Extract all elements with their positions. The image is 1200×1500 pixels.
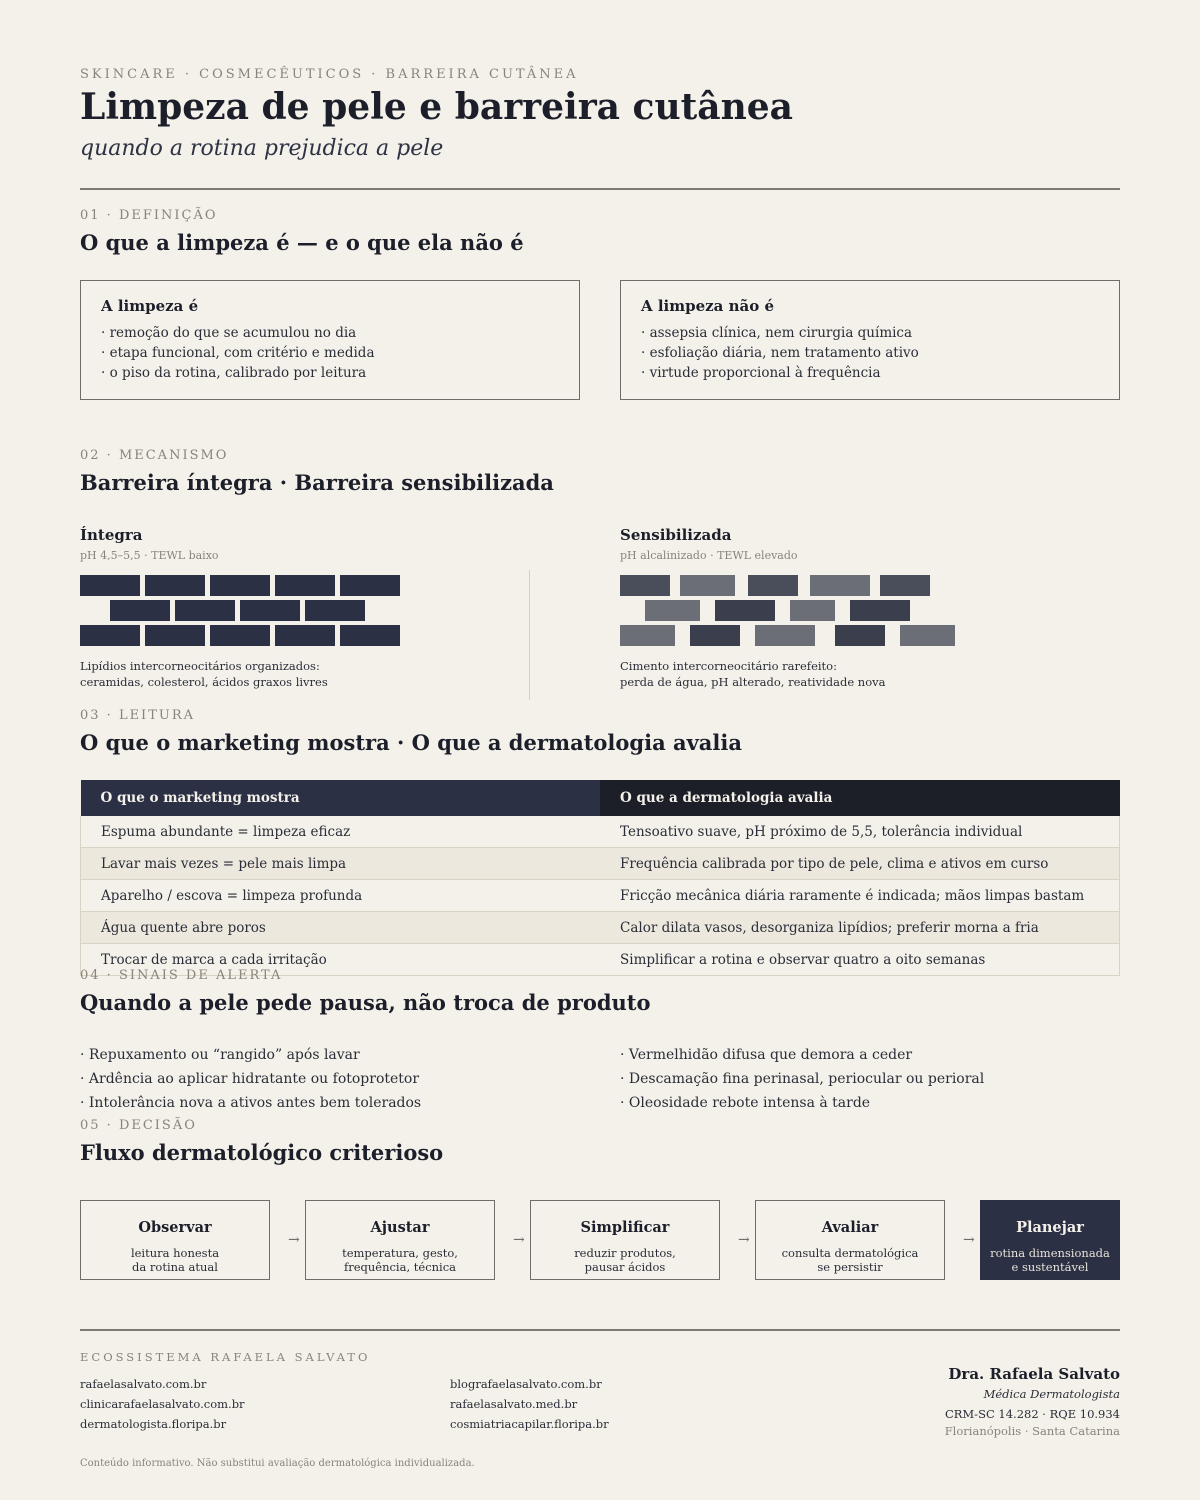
flow-step-desc: se persistir bbox=[817, 1260, 883, 1274]
doctor-name: Dra. Rafaela Salvato bbox=[948, 1365, 1120, 1383]
flow-step-desc: consulta dermatológica bbox=[781, 1246, 919, 1260]
sensitized-brick bbox=[880, 575, 930, 596]
flow-step-planejar bbox=[980, 1200, 1120, 1280]
intact-brick bbox=[240, 600, 300, 621]
doctor-registry: CRM-SC 14.282 · RQE 10.934 bbox=[944, 1407, 1120, 1421]
alert-item: · Descamação fina perinasal, periocular ou perioral bbox=[620, 1071, 985, 1087]
sensitized-caption-line: Cimento intercorneocitário rarefeito: bbox=[620, 659, 837, 673]
flow-arrow-icon: → bbox=[963, 1232, 975, 1248]
definition-is-title: A limpeza é bbox=[101, 297, 199, 315]
sensitized-brick bbox=[790, 600, 835, 621]
table-row bbox=[81, 848, 1120, 880]
footer-label: ECOSSISTEMA RAFAELA SALVATO bbox=[80, 1350, 371, 1364]
intact-brick bbox=[210, 575, 270, 596]
table-cell: Tensoativo suave, pH próximo de 5,5, tolerância individual bbox=[600, 816, 1120, 848]
footer-link[interactable]: cosmiatriacapilar.floripa.br bbox=[450, 1417, 609, 1431]
flow-arrow-icon: → bbox=[738, 1232, 750, 1248]
table-cell: Calor dilata vasos, desorganiza lipídios; preferir morna a fria bbox=[600, 912, 1120, 944]
table-row bbox=[81, 912, 1120, 944]
flow-step-desc: temperatura, gesto, bbox=[342, 1246, 458, 1260]
table-cell: Frequência calibrada por tipo de pele, clima e ativos em curso bbox=[600, 848, 1120, 880]
sensitized-meta: pH alcalinizado · TEWL elevado bbox=[620, 549, 798, 562]
flow-step-avaliar bbox=[755, 1200, 945, 1280]
footer-divider bbox=[80, 1329, 1120, 1331]
sensitized-brick bbox=[620, 575, 670, 596]
intact-brick bbox=[145, 625, 205, 646]
table-cell: Aparelho / escova = limpeza profunda bbox=[81, 880, 601, 912]
table-row bbox=[81, 880, 1120, 912]
intact-brick bbox=[80, 575, 140, 596]
intact-brick bbox=[145, 575, 205, 596]
column-header: O que a dermatologia avalia bbox=[600, 780, 1120, 816]
intact-caption-line: Lipídios intercorneocitários organizados: bbox=[80, 659, 320, 673]
definition-is-not-item: · virtude proporcional à frequência bbox=[641, 365, 881, 381]
sensitized-caption-line: perda de água, pH alterado, reatividade nova bbox=[620, 675, 886, 689]
sensitized-brick bbox=[850, 600, 910, 621]
alerts-right-list bbox=[620, 1043, 984, 1115]
footer-link[interactable]: rafaelasalvato.med.br bbox=[450, 1397, 578, 1411]
doctor-location: Florianópolis · Santa Catarina bbox=[944, 1424, 1120, 1438]
flow-arrow-icon: → bbox=[288, 1232, 300, 1248]
intact-meta: pH 4,5–5,5 · TEWL baixo bbox=[80, 549, 219, 562]
mechanism-divider bbox=[529, 570, 530, 700]
definition-is-item: · etapa funcional, com critério e medida bbox=[101, 345, 375, 361]
intact-title: Íntegra bbox=[80, 526, 143, 544]
definition-kicker: 01 · DEFINIÇÃO bbox=[80, 208, 218, 223]
sensitized-brick bbox=[900, 625, 955, 646]
flow-step-desc: reduzir produtos, bbox=[574, 1246, 676, 1260]
definition-is-not-title: A limpeza não é bbox=[641, 297, 775, 315]
flow-step-title: Avaliar bbox=[821, 1219, 879, 1236]
definition-is-item: · remoção do que se acumulou no dia bbox=[101, 325, 357, 341]
reading-kicker: 03 · LEITURA bbox=[80, 708, 195, 723]
sensitized-brick bbox=[810, 575, 870, 596]
sensitized-brick bbox=[690, 625, 740, 646]
sensitized-brick bbox=[748, 575, 798, 596]
footer-link[interactable]: dermatologista.floripa.br bbox=[80, 1417, 227, 1431]
sensitized-title: Sensibilizada bbox=[620, 526, 732, 544]
alert-item: · Oleosidade rebote intensa à tarde bbox=[620, 1095, 871, 1111]
intact-brick bbox=[275, 575, 335, 596]
intact-brick bbox=[305, 600, 365, 621]
table-row bbox=[81, 816, 1120, 848]
header-kicker: SKINCARE · COSMECÊUTICOS · BARREIRA CUTÂNEA bbox=[80, 67, 579, 82]
intact-brick bbox=[210, 625, 270, 646]
doctor-role: Médica Dermatologista bbox=[983, 1387, 1120, 1401]
flow-step-ajustar bbox=[305, 1200, 495, 1280]
signature-block bbox=[820, 1365, 1120, 1438]
sensitized-brick bbox=[835, 625, 885, 646]
alerts-left-list bbox=[80, 1043, 421, 1115]
flow-step-simplificar bbox=[530, 1200, 720, 1280]
alerts-title: Quando a pele pede pausa, não troca de produto bbox=[80, 990, 651, 1015]
sensitized-brick bbox=[620, 625, 675, 646]
alert-item: · Ardência ao aplicar hidratante ou fotoprotetor bbox=[80, 1071, 420, 1087]
intact-barrier-wall bbox=[80, 575, 410, 647]
sensitized-brick bbox=[715, 600, 775, 621]
flow-step-desc: leitura honesta bbox=[130, 1246, 220, 1260]
alert-item: · Intolerância nova a ativos antes bem tolerados bbox=[80, 1095, 422, 1111]
intact-caption bbox=[80, 658, 328, 690]
table-cell: Fricção mecânica diária raramente é indicada; mãos limpas bastam bbox=[600, 880, 1120, 912]
decision-kicker: 05 · DECISÃO bbox=[80, 1118, 197, 1133]
flow-step-title: Simplificar bbox=[580, 1219, 670, 1236]
footer-link[interactable]: clinicarafaelasalvato.com.br bbox=[80, 1397, 245, 1411]
intact-brick bbox=[80, 625, 140, 646]
footer-link[interactable]: rafaelasalvato.com.br bbox=[80, 1377, 207, 1391]
flow-step-title: Observar bbox=[138, 1219, 212, 1236]
table-cell: Simplificar a rotina e observar quatro a oito semanas bbox=[600, 944, 1120, 976]
intact-brick bbox=[340, 625, 400, 646]
alert-item: · Vermelhidão difusa que demora a ceder bbox=[620, 1047, 913, 1063]
mechanism-kicker: 02 · MECANISMO bbox=[80, 448, 229, 463]
flow-step-desc: da rotina atual bbox=[132, 1260, 218, 1274]
decision-title: Fluxo dermatológico criterioso bbox=[80, 1140, 444, 1165]
definition-is-not-card bbox=[620, 280, 1120, 400]
table-cell: Espuma abundante = limpeza eficaz bbox=[81, 816, 601, 848]
intact-caption-line: ceramidas, colesterol, ácidos graxos livres bbox=[80, 675, 328, 689]
table-cell: Lavar mais vezes = pele mais limpa bbox=[81, 848, 601, 880]
table-cell: Água quente abre poros bbox=[81, 912, 601, 944]
definition-is-not-item: · esfoliação diária, nem tratamento ativo bbox=[641, 345, 919, 361]
disclaimer: Conteúdo informativo. Não substitui avaliação dermatológica individualizada. bbox=[80, 1458, 475, 1469]
flow-step-title: Ajustar bbox=[370, 1219, 430, 1236]
definition-is-item: · o piso da rotina, calibrado por leitura bbox=[101, 365, 367, 381]
sensitized-brick bbox=[680, 575, 735, 596]
intact-brick bbox=[340, 575, 400, 596]
footer-link[interactable]: blografaelasalvato.com.br bbox=[450, 1377, 602, 1391]
definition-is-card bbox=[80, 280, 580, 400]
page-title: Limpeza de pele e barreira cutânea bbox=[80, 86, 793, 128]
reading-title: O que o marketing mostra · O que a dermatologia avalia bbox=[80, 730, 742, 755]
definition-title: O que a limpeza é — e o que ela não é bbox=[80, 230, 524, 255]
alert-item: · Repuxamento ou “rangido” após lavar bbox=[80, 1047, 360, 1063]
intact-brick bbox=[175, 600, 235, 621]
flow-step-observar bbox=[80, 1200, 270, 1280]
sensitized-brick bbox=[755, 625, 815, 646]
table-cell: Trocar de marca a cada irritação bbox=[81, 944, 601, 976]
mechanism-title: Barreira íntegra · Barreira sensibilizada bbox=[80, 470, 554, 495]
sensitized-caption bbox=[620, 658, 885, 690]
page-subtitle: quando a rotina prejudica a pele bbox=[80, 136, 444, 161]
sensitized-brick bbox=[645, 600, 700, 621]
header-divider bbox=[80, 188, 1120, 190]
sensitized-barrier-wall bbox=[620, 575, 960, 647]
column-header: O que o marketing mostra bbox=[81, 780, 601, 816]
alerts-kicker: 04 · SINAIS DE ALERTA bbox=[80, 968, 283, 983]
footer-links-left bbox=[80, 1374, 245, 1434]
intact-brick bbox=[110, 600, 170, 621]
flow-step-desc: pausar ácidos bbox=[584, 1260, 666, 1274]
footer-links-right bbox=[450, 1374, 609, 1434]
flow-step-title: Planejar bbox=[1016, 1219, 1084, 1236]
intact-brick bbox=[275, 625, 335, 646]
definition-is-not-item: · assepsia clínica, nem cirurgia química bbox=[641, 325, 913, 341]
flow-step-desc: e sustentável bbox=[1011, 1260, 1089, 1274]
comparison-table bbox=[80, 780, 1120, 976]
flow-step-desc: frequência, técnica bbox=[343, 1260, 457, 1274]
flow-step-desc: rotina dimensionada bbox=[990, 1246, 1110, 1260]
flow-arrow-icon: → bbox=[513, 1232, 525, 1248]
